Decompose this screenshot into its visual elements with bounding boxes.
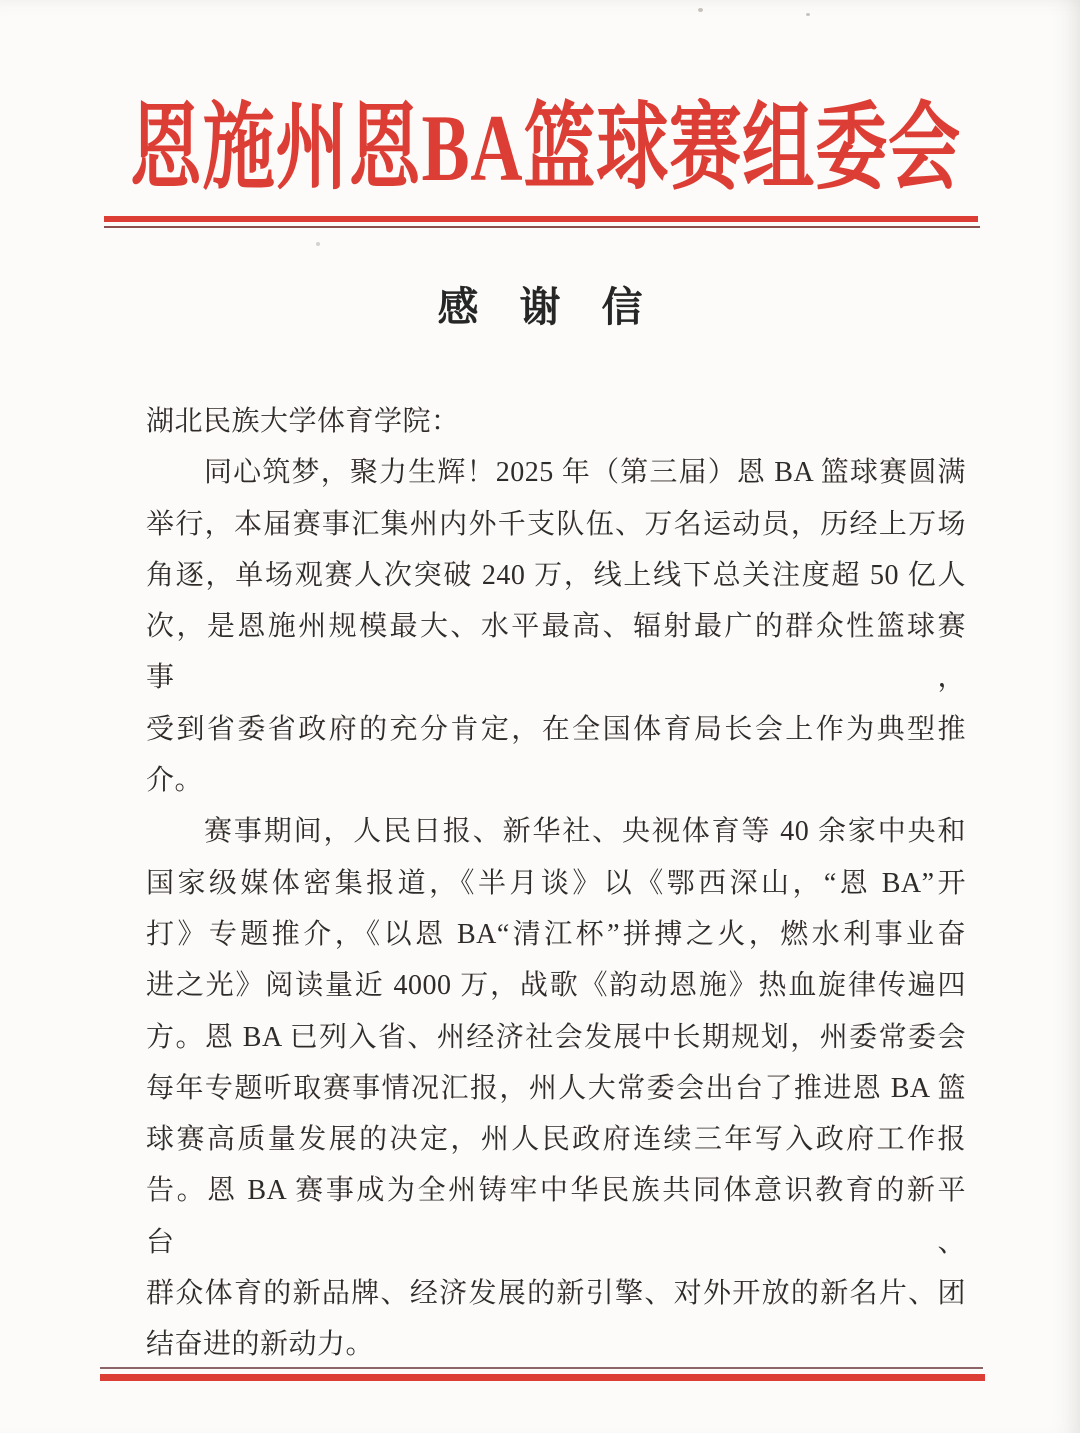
body-line: 打》专题推介，《以恩 BA“清江杯”拼搏之火，燃水利事业奋 (146, 918, 966, 950)
body-line: 告。恩 BA 赛事成为全州铸牢中华民族共同体意识教育的新平台、 (146, 1175, 966, 1258)
body-line: 结奋进的新动力。 (146, 1329, 375, 1361)
body-line: 赛事期间，人民日报、新华社、央视体育等 40 余家中央和 (204, 816, 966, 848)
letterhead-rule-thick (104, 216, 978, 222)
body-line: 方。恩 BA 已列入省、州经济社会发展中长期规划，州委常委会 (146, 1021, 966, 1053)
salutation: 湖北民族大学体育学院： (146, 406, 460, 437)
letterhead-org-name: 恩施州恩BA篮球赛组委会 (129, 95, 962, 201)
footer-rule-thin (100, 1367, 983, 1369)
body-line: 群众体育的新品牌、经济发展的新引擎、对外开放的新名片、团 (146, 1278, 966, 1310)
footer-rule-thick (100, 1374, 985, 1381)
scan-speck (698, 8, 703, 12)
body-line: 次，是恩施州规模最大、水平最高、辐射最广的群众性篮球赛事， (146, 611, 966, 694)
scan-speck (806, 13, 810, 16)
body-line: 每年专题听取赛事情况汇报，州人大常委会出台了推进恩 BA 篮 (146, 1072, 966, 1104)
body-line: 球赛高质量发展的决定，州人民政府连续三年写入政府工作报 (146, 1124, 966, 1156)
body-line: 举行，本届赛事汇集州内外千支队伍、万名运动员，历经上万场 (146, 508, 966, 540)
letterhead-rule-thin (104, 226, 980, 228)
body-line: 同心筑梦，聚力生辉！2025 年（第三届）恩 BA 篮球赛圆满 (204, 457, 966, 489)
letter-paragraphs (146, 447, 966, 1370)
body-line: 介。 (146, 765, 204, 797)
letter-body (146, 396, 966, 1371)
body-line: 角逐，单场观赛人次突破 240 万，线上线下总关注度超 50 亿人 (146, 559, 966, 591)
body-line: 进之光》阅读量近 4000 万，战歌《韵动恩施》热血旋律传遍四 (146, 970, 966, 1002)
body-line: 国家级媒体密集报道，《半月谈》以《鄂西深山，“恩 BA”开 (146, 867, 966, 899)
body-line: 受到省委省政府的充分肯定，在全国体育局长会上作为典型推 (146, 713, 966, 745)
letter-title: 感 谢 信 (437, 284, 643, 330)
scan-speck (316, 242, 320, 246)
